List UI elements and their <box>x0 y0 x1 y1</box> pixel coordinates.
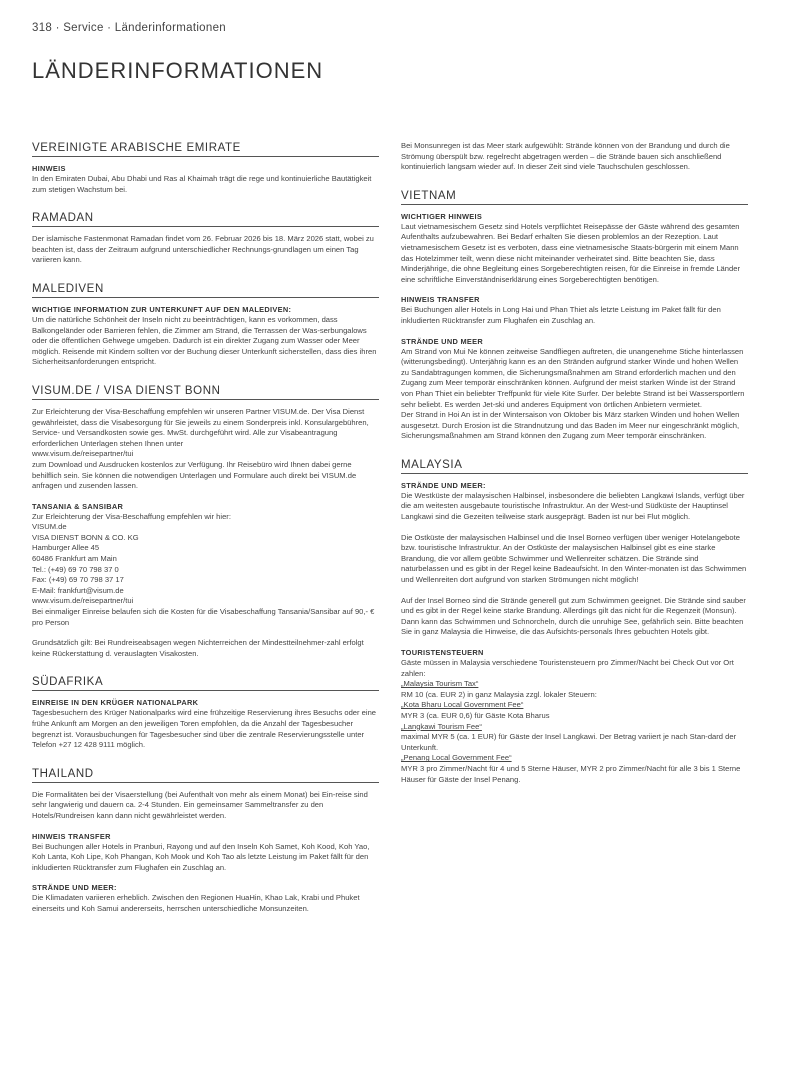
section-maldives <box>32 283 379 368</box>
paragraph: Grundsätzlich gilt: Bei Rundreiseabsagen wegen Nichterreichen der Mindestteilnehmer-zahl erfolgt keine Rückerstattung d. verauslagten Visakosten. <box>32 638 364 658</box>
paragraph: Zur Erleichterung der Visa-Beschaffung empfehlen wir unseren Partner VISUM.de. Der Visa Dienst gewährleistet, dass die Visabesorgung für Sie jeweils zu einem Sonderpreis inkl. Konsulargebühren, Service- und Versandkosten sowie ges. MwSt. durchgeführt wird. Alle zur Visabeantragung erforderlichen Unterlagen stehen Ihnen unter <box>32 406 369 448</box>
section-heading: THAILAND <box>32 768 379 783</box>
paragraph: maximal MYR 5 (ca. 1 EUR) für Gäste der Insel Langkawi. Der Betrag variiert je nach Stan-dard der Unterkunft. <box>401 732 737 752</box>
paragraph: Die Klimadaten variieren erheblich. Zwischen den Regionen HuaHin, Khao Lak, Krabi und Phuket einerseits und Koh Samui andererseits, herrschen unterschiedliche Monsunzeiten. <box>32 893 360 913</box>
section-heading: MALAYSIA <box>401 459 748 474</box>
paragraph: MYR 3 pro Zimmer/Nacht für 4 und 5 Sterne Häuser, MYR 2 pro Zimmer/Nacht für alle 3 bis 1 Sterne Häuser für Gäste der Insel Penang. <box>401 763 741 784</box>
paragraph: MYR 3 (ca. EUR 0,6) für Gäste Kota Bharus <box>401 710 550 720</box>
section-heading: RAMADAN <box>32 212 379 227</box>
section-heading: MALEDIVEN <box>32 283 379 298</box>
email-link[interactable]: E-Mail: frankfurt@visum.de <box>32 585 124 595</box>
address-line: VISUM.de <box>32 522 67 532</box>
subheading: HINWEIS TRANSFER <box>401 295 480 305</box>
paragraph: Am Strand von Mui Ne können zeitweise Sandfliegen auftreten, die unangenehme Stiche hinterlassen (witterungsbedingt). Unterjährig kann es an den Stränden aufgrund starker Winde und hohen Wellen zu Sandabtragungen kommen, die Sicherungsmaßnahmen am Strand erforderlich machen und den Zugang zum Meer temporär einschränken können. Aufgrund der meist starken Winde ist der Strand von Phan Thiet ein beliebter Treffpunkt für viele Kite Surfer. Der belebte Strand ist bei Wassersportlern sehr beliebt. Es werden Jet-ski und anderes Equipment von örtlichen Anbietern vermietet. <box>401 346 745 409</box>
paragraph: Bei Buchungen aller Hotels in Long Hai und Phan Thiet als letzte Leistung im Paket fällt für den inkludierten Rücktransfer zum Flughafen ein Zuschlag an. <box>401 305 721 325</box>
subheading: TOURISTENSTEUERN <box>401 648 484 657</box>
paragraph: Der Strand in Hoi An ist in der Wintersaison von Oktober bis März starken Winden und hohen Wellen ausgesetzt. Durch Erosion ist die Strandnutzung und das Baden im Meer nur eingeschränkt möglich, Sicherungsmaßnahmen am Strand können den Zugang zum Meer temporär einschränken. <box>401 410 740 441</box>
paragraph: Die Ostküste der malaysischen Halbinsel und die Insel Borneo verfügen über weniger Hotelangebote bzw. touristische Infrastruktur. An der Ostküste der malaysischen Halbinsel gibt es eine starke Brandung, die vor allem geübte Schwimmer und Wellenreiter schätzen. Die Strände sind naturbelassen und es gibt in der Regel keine Badeaufsicht. In den Winter-monaten ist das Schwimmen und Wellenreiten dort aufgrund von starken Strömungen nicht möglich! <box>401 532 747 585</box>
paragraph: Bei Monsunregen ist das Meer stark aufgewühlt: Strände können von der Brandung und durch die Strömung überspült bzw. regelrecht abgetragen werden – die Strände bauen sich anschließend kontinuierlich langsam wieder auf. In dieser Zeit sind viele Tauchschulen geschlossen. <box>401 141 730 172</box>
left-column <box>32 142 379 915</box>
tax-name: „Langkawi Tourism Fee“ <box>401 721 482 731</box>
subheading: HINWEIS TRANSFER <box>32 831 111 841</box>
section-vietnam <box>401 190 748 442</box>
running-head: 318 · Service · Länderinformationen <box>32 22 226 34</box>
subheading: TANSANIA & SANSIBAR <box>32 501 124 511</box>
tansania-intro: Zur Erleichterung der Visa-Beschaffung empfehlen wir hier: <box>32 511 231 521</box>
section-southafrica <box>32 676 379 750</box>
section-malaysia <box>401 459 748 785</box>
visum-link[interactable]: www.visum.de/reisepartner/tui <box>32 596 134 606</box>
subheading: HINWEIS <box>32 164 66 173</box>
subheading: STRÄNDE UND MEER <box>401 336 483 346</box>
paragraph: Tagesbesuchern des Krüger Nationalparks wird eine frühzeitige Reservierung ihres Besuchs oder eine frühe Ankunft am Morgen an den jeweiligen Toren empfohlen, da die Anzahl der Tagesbesucher begrenzt ist. Vorausbuchungen für Tagesbesucher sind über die zentrale Reservierungsstelle unter Telefon +27 12 428 9111 möglich. <box>32 708 377 750</box>
paragraph: Laut vietnamesischem Gesetz sind Hotels verpflichtet Reisepässe der Gäste während des gesamten Aufenthalts aufzubewahren. Bei Bedarf erhalten Sie diesen problemlos an der Rezeption. Laut vietnamesischem Gesetz ist es verboten, dass eine vietnamesische Staats-bürgerin mit einem Mann das Hotelzimmer teilt, wenn diese nicht miteinander verheiratet sind. Bitte beachten Sie, dass Minderjährige, die ohne Begleitung eines Sorgeberechtigten reisen, für die Einreise in fremde Länder eine schriftliche Einverständniserklärung eines Sorgeberechtigten benötigen. <box>401 221 740 284</box>
subheading: STRÄNDE UND MEER: <box>401 480 486 490</box>
paragraph: Der islamische Fastenmonat Ramadan findet vom 26. Februar 2026 bis 18. März 2026 statt, wobei zu beachten ist, dass der Zeitraum aufgrund unterschiedlicher Rechnungs-grundlagen um einen Tag variieren kann. <box>32 234 374 265</box>
paragraph: Die Westküste der malaysischen Halbinsel, insbesondere die beliebten Langkawi Islands, verfügt über die am weitesten ausgebaute touristische Infrastruktur. An der West-und Südküste der Hauptinsel Langkawi sind die Gezeiten teilweise stark ausgeprägt. Baden ist nur bei Flut möglich. <box>401 490 745 522</box>
page-title: LÄNDERINFORMATIONEN <box>32 58 324 83</box>
paragraph: Die Formalitäten bei der Visaerstellung (bei Aufenthalt von mehr als einem Monat) bei Ein-reise sind sehr langwierig und dauern ca. 2-4 Stunden. Ein gemeinsamer Sammeltransfer zu den Hotels/Rundreisen kann dann nicht gewährleistet werden. <box>32 789 368 820</box>
subheading: STRÄNDE UND MEER: <box>32 883 117 893</box>
paragraph: Um die natürliche Schönheit der Inseln nicht zu beeinträchtigen, kann es vorkommen, dass Balkongeländer oder Barrieren fehlen, die Zimmer am Strand, die Terrassen der Was-serbungalows oder die öffentlichen Gehwege umgeben. Dadurch ist ein direkter Zugang zum Wasser oder Meer möglich. Reisende mit Kindern sollten vor der Buchung dieser Unterkunft sicherstellen, dass dies ihren Sicherheitsanforderungen entspricht. <box>32 314 377 367</box>
tax-name: „Malaysia Tourism Tax“ <box>401 679 479 689</box>
fax-line: Fax: (+49) 69 70 798 37 17 <box>32 575 124 585</box>
section-heading: SÜDAFRIKA <box>32 676 379 691</box>
tax-name: „Kota Bharu Local Government Fee“ <box>401 700 524 710</box>
address-line: 60486 Frankfurt am Main <box>32 554 117 564</box>
tax-name: „Penang Local Government Fee“ <box>401 753 512 763</box>
section-uae <box>32 142 379 195</box>
section-thailand <box>32 768 379 915</box>
address-line: VISA DIENST BONN & CO. KG <box>32 532 139 542</box>
paragraph: zum Download und Ausdrucken kostenlos zur Verfügung. Ihr Reisebüro wird Ihnen dabei gerne behilflich sein. Sie können die notwendigen Unterlagen und Formulare auch direkt bei VISUM.de anfragen und zusenden lassen. <box>32 459 357 491</box>
paragraph: Auf der Insel Borneo sind die Strände generell gut zum Schwimmen geeignet. Die Strände sind sauber und es gibt in der Regel keine starke Brandung. Allerdings gilt das nicht für die Regenzeit (Monsun). Dann kann das Schwimmen und Schnorcheln, durch die unruhige See, gefährlich sein. Bitte beachten Sie in ganz Malaysia die Hinweise, die das Aufsichts-personals Ihres gebuchten Hotels gibt. <box>401 595 746 637</box>
phone-line: Tel.: (+49) 69 70 798 37 0 <box>32 564 119 574</box>
paragraph: Bei Buchungen aller Hotels in Pranburi, Rayong und auf den Inseln Koh Samet, Koh Kood, Koh Yao, Koh Lanta, Koh Lipe, Koh Phangan, Koh Mook und Koh Tao als letzte Leistung im Paket fällt für den inkludierten Rücktransfer zum Flughafen ein Zuschlag an. <box>32 841 370 872</box>
right-column <box>401 141 748 785</box>
address-line: Hamburger Allee 45 <box>32 543 100 553</box>
subheading: EINREISE IN DEN KRÜGER NATIONALPARK <box>32 698 199 708</box>
paragraph: Gäste müssen in Malaysia verschiedene Touristensteuern pro Zimmer/Nacht bei Check Out vor Ort zahlen: <box>401 658 734 678</box>
section-visum <box>32 385 379 659</box>
section-heading: VIETNAM <box>401 190 748 205</box>
paragraph: RM 10 (ca. EUR 2) in ganz Malaysia zzgl. lokaler Steuern: <box>401 689 597 699</box>
paragraph: Bei einmaliger Einreise belaufen sich die Kosten für die Visabeschaffung Tansania/Sansibar auf 90,- € pro Person <box>32 607 375 627</box>
section-heading: VISUM.DE / VISA DIENST BONN <box>32 385 379 400</box>
section-ramadan <box>32 212 379 266</box>
visum-link[interactable]: www.visum.de/reisepartner/tui <box>32 449 134 459</box>
section-heading: VEREINIGTE ARABISCHE EMIRATE <box>32 142 379 157</box>
subheading: WICHTIGE INFORMATION ZUR UNTERKUNFT AUF DEN MALEDIVEN: <box>32 304 292 314</box>
subheading: WICHTIGER HINWEIS <box>401 211 483 221</box>
paragraph: In den Emiraten Dubai, Abu Dhabi und Ras al Khaimah trägt die rege und kontinuierliche Bautätigkeit zum stetigen Wachstum bei. <box>32 174 372 194</box>
